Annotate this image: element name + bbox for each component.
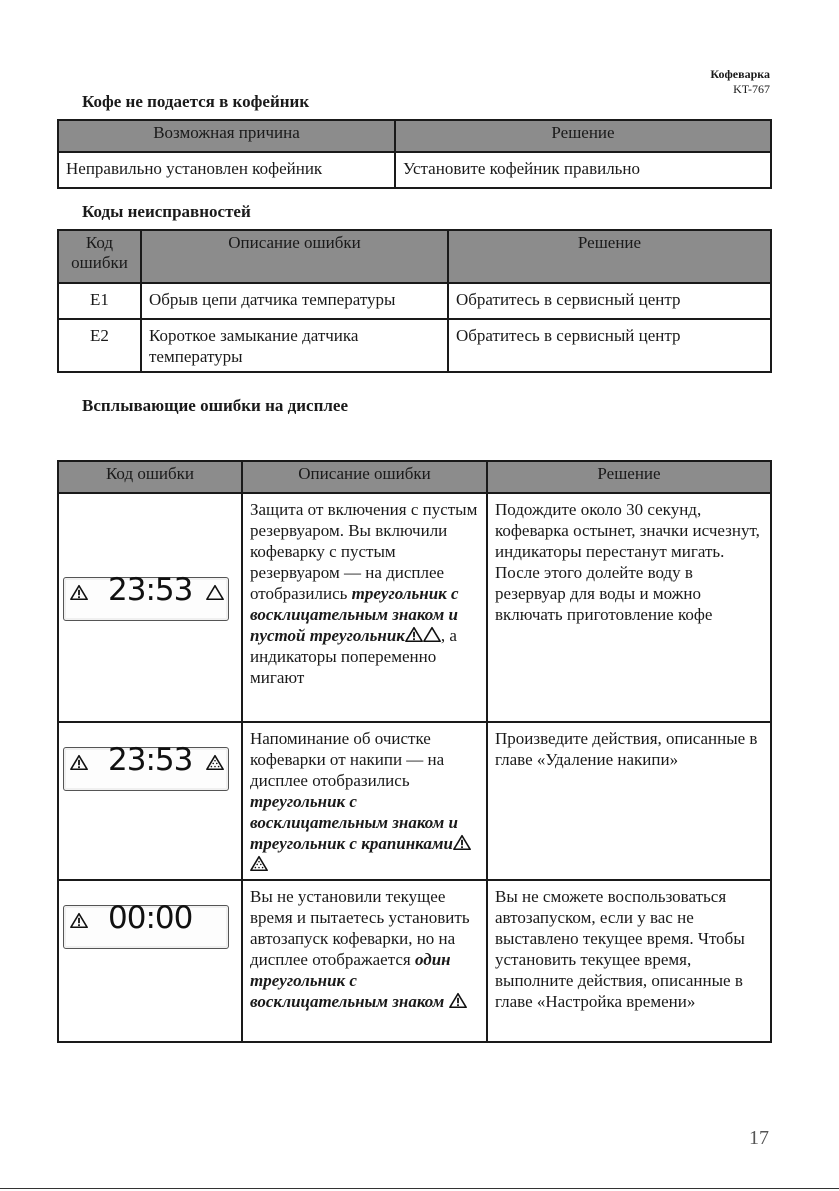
- description-emphasis: треугольник с восклицательным знаком и треугольник с крапинками: [250, 792, 458, 853]
- section-title-coffee: Кофе не подается в кофейник: [82, 92, 310, 111]
- cause-cell: Неправильно установлен кофейник: [58, 152, 395, 188]
- lcd-display: [63, 900, 229, 949]
- solution-cell: Обратитесь в сервисный центр: [448, 283, 771, 319]
- warning-triangle-icon: [405, 626, 423, 643]
- section-title-error-codes: Коды неисправностей: [82, 202, 251, 221]
- col-header-solution: Решение: [395, 120, 771, 152]
- col-header-code: Код ошибки: [58, 461, 242, 493]
- display-errors-table: [57, 460, 772, 1043]
- col-header-description: Описание ошибки: [141, 230, 448, 283]
- description-cell: Обрыв цепи датчика температуры: [141, 283, 448, 319]
- display-time: 23:53: [108, 572, 193, 608]
- table-row: [58, 880, 771, 1042]
- col-header-cause: Возможная причина: [58, 120, 395, 152]
- description-cell: Напоминание об очистке кофеварки от накипи — на дисплее отобразились треугольник с восклицательным знаком и треугольник с крапинками: [242, 722, 487, 880]
- table-row: [58, 319, 771, 372]
- solution-cell: Обратитесь в сервисный центр: [448, 319, 771, 372]
- dotted-triangle-icon: [250, 855, 268, 872]
- description-cell: Защита от включения с пустым резервуаром. Вы включили кофеварку с пустым резервуаром — на дисплее отобразились треугольник с восклицательным знаком и пустой треугольник , а индикаторы попеременно мигают: [242, 493, 487, 722]
- display-time: 23:53: [108, 742, 193, 778]
- description-emphasis: треугольник с восклицательным знаком и пустой треугольник: [250, 584, 459, 645]
- table-row: [58, 722, 771, 880]
- code-cell: E1: [58, 283, 141, 319]
- model-number: KT-767: [733, 82, 770, 96]
- col-header-description: Описание ошибки: [242, 461, 487, 493]
- empty-triangle-icon: [206, 584, 224, 601]
- warning-triangle-icon: [70, 754, 88, 771]
- col-header-solution: Решение: [448, 230, 771, 283]
- warning-triangle-icon: [70, 584, 88, 601]
- solution-cell: Произведите действия, описанные в главе «Удаление накипи»: [487, 722, 771, 880]
- display-image-cell: [58, 880, 242, 1042]
- solution-cell: Подождите около 30 секунд, кофеварка остынет, значки исчезнут, индикаторы перестанут мигать. После этого долейте воду в резервуар для воды и можно включать приготовление кофе: [487, 493, 771, 722]
- coffee-troubleshoot-table: [57, 119, 772, 189]
- lcd-display: [63, 742, 229, 791]
- display-image-cell: [58, 493, 242, 722]
- description-cell: Вы не установили текущее время и пытаетесь установить автозапуск кофеварки, но на дисплее отображается один треугольник с восклицательным знаком: [242, 880, 487, 1042]
- solution-cell: Вы не сможете воспользоваться автозапуском, если у вас не выставлено текущее время. Чтобы установить текущее время, выполните действия, описанные в главе «Настройка времени»: [487, 880, 771, 1042]
- table-row: [58, 152, 771, 188]
- dotted-triangle-icon: [206, 754, 224, 771]
- table-row: [58, 283, 771, 319]
- warning-triangle-icon: [449, 992, 467, 1009]
- description-cell: Короткое замыкание датчика температуры: [141, 319, 448, 372]
- section-title-display-errors: Всплывающие ошибки на дисплее: [82, 396, 348, 415]
- page-bottom-rule: [0, 1188, 839, 1189]
- page-header: [710, 67, 770, 97]
- product-name: Кофеварка: [710, 67, 770, 81]
- col-header-code: Код ошибки: [58, 230, 141, 283]
- display-time: 00:00: [108, 900, 193, 936]
- col-header-solution: Решение: [487, 461, 771, 493]
- lcd-display: [63, 572, 229, 621]
- table-row: [58, 493, 771, 722]
- empty-triangle-icon: [423, 626, 441, 643]
- code-cell: E2: [58, 319, 141, 372]
- display-image-cell: [58, 722, 242, 880]
- error-codes-table: [57, 229, 772, 373]
- warning-triangle-icon: [70, 912, 88, 929]
- warning-triangle-icon: [453, 834, 471, 851]
- description-emphasis: один треугольник с восклицательным знаком: [250, 950, 451, 1011]
- solution-cell: Установите кофейник правильно: [395, 152, 771, 188]
- page-number: 17: [749, 1127, 769, 1149]
